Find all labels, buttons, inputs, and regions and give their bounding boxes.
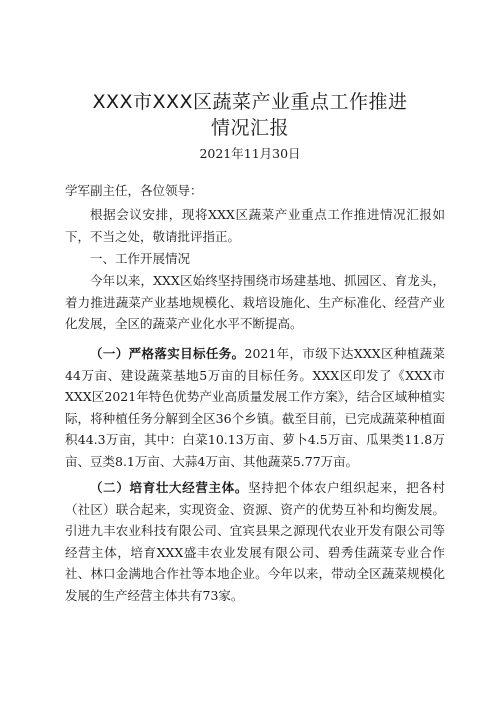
salutation: 学军副主任，各位领导： <box>65 183 203 198</box>
item1-paragraph <box>65 343 445 472</box>
intro-paragraph: 根据会议安排，现将XXX区蔬菜产业重点工作推进情况汇报如下，不当之处，敬请批评指正。 <box>65 207 445 244</box>
item1-heading: （一）严格落实目标任务。 <box>90 346 245 361</box>
document-date: 2021年11月30日 <box>199 146 301 161</box>
item2-paragraph <box>65 477 445 606</box>
section-paragraph: 今年以来，XXX区始终坚持围绕市场建基地、抓园区、育龙头，着力推进蔬菜产业基地规模化、栽培设施化、生产标准化、经营产业化发展，全区的蔬菜产业化水平不断提高。 <box>65 273 445 331</box>
section-heading: 一、工作开展情况 <box>90 251 191 266</box>
item1-text: 2021年，市级下达XXX区种植蔬菜44万亩、建设蔬菜基地5万亩的目标任务。XXX区印发了《XXX市XXX区2021年特色优势产业高质量发展工作方案》，结合区域种植实际，将种植任务分解到全区36个乡镇。截至目前，已完成蔬菜种植面积44.3万亩，其中：白菜10.13万亩、萝卜4.5万亩、瓜果类11.8万亩、豆类8.1万亩、大蒜4万亩、其他蔬菜5.77万亩。 <box>65 346 445 469</box>
document-title-line2: 情况汇报 <box>210 117 289 139</box>
item2-heading: （二）培育壮大经营主体。 <box>90 480 249 495</box>
item2-text: 坚持把个体农户组织起来，把各村（社区）联合起来，实现资金、资源、资产的优势互补和均衡发展。引进九丰农业科技有限公司、宜宾县果之源现代农业开发有限公司等经营主体，培育XXX盛丰农业发展有限公司、碧秀佳蔬菜专业合作社、林口金满地合作社等本地企业。今年以来，带动全区蔬菜规模化发展的生产经营主体共有73家。 <box>65 480 445 603</box>
document-title-line1: XXX市XXX区蔬菜产业重点工作推进 <box>92 91 408 113</box>
